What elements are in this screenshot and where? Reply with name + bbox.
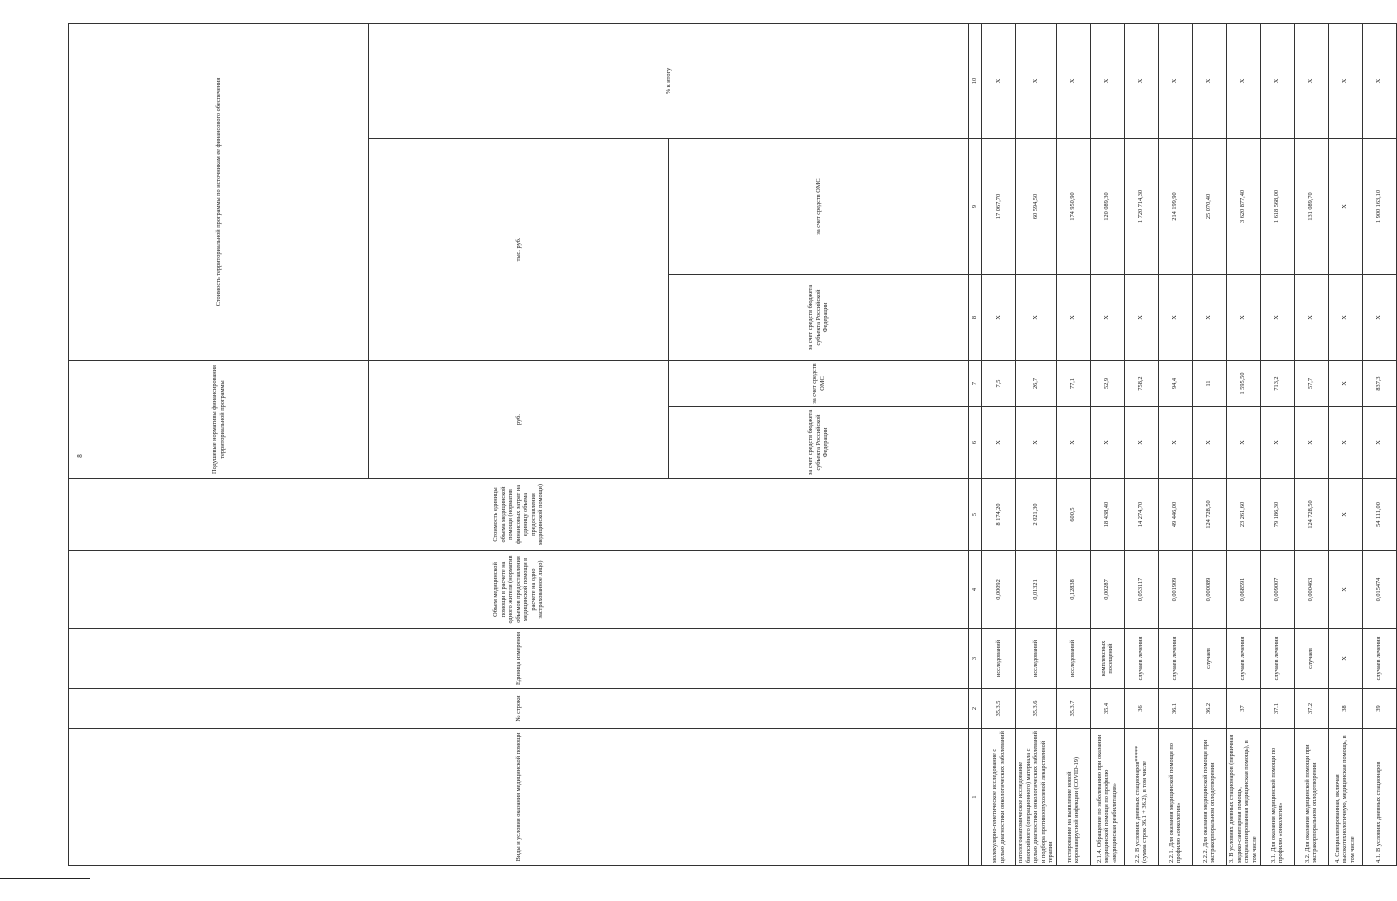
cell-unit: случаев	[1294, 629, 1328, 689]
cell-cost: 14 274,70	[1124, 479, 1158, 551]
header-cost-oms: за счет средств ОМС	[669, 139, 969, 275]
cell-unit: случаев лечения	[1124, 629, 1158, 689]
cell-norm-budget: X	[1328, 407, 1362, 479]
cell-unit: случаев лечения	[1226, 629, 1260, 689]
cell-norm-budget: X	[1260, 407, 1294, 479]
cell-unit: комплексных посещений	[1090, 629, 1124, 689]
cell-name: патологоанатомическое исследование биопсийного (операционного) материала с целью диагностики онкологических заболеваний и подбора противоопухолевой лекарственной терапии	[1016, 729, 1057, 866]
cell-cost-budget: X	[982, 275, 1016, 361]
cell-cost-oms: X	[1328, 139, 1362, 275]
table-row	[1362, 23, 1396, 865]
cell-line: 35.3.7	[1056, 689, 1090, 729]
cell-unit: исследований	[982, 629, 1016, 689]
cell-unit: случаев	[1192, 629, 1226, 689]
cell-cost-budget: X	[1192, 275, 1226, 361]
cell-norm-budget: X	[1158, 407, 1192, 479]
cell-norm-budget: X	[1192, 407, 1226, 479]
cell-name: тестирование на выявление новой коронавирусной инфекции (COVID-19)	[1056, 729, 1090, 866]
cell-norm-oms: 1 595,50	[1226, 361, 1260, 407]
table-row	[1056, 23, 1090, 865]
cell-norm-oms: 52,9	[1090, 361, 1124, 407]
cell-norm-oms: 837,3	[1362, 361, 1396, 407]
cell-percent: X	[1158, 23, 1192, 138]
cell-percent: X	[982, 23, 1016, 138]
cell-name: молекулярно-генетическое исследование с целью диагностики онкологических заболеваний	[982, 729, 1016, 866]
header-per-capita-norms: Подушевые нормативы финансирования территориальной программы	[69, 361, 369, 479]
cell-unit: случаев лечения	[1260, 629, 1294, 689]
cell-volume: 0,001909	[1158, 551, 1192, 629]
cell-unit: случаев лечения	[1158, 629, 1192, 689]
cell-cost: 49 446,00	[1158, 479, 1192, 551]
cell-cost: 79 186,30	[1260, 479, 1294, 551]
cell-cost-oms: 1 720 714,30	[1124, 139, 1158, 275]
cell-norm-budget: X	[1090, 407, 1124, 479]
cell-cost-budget: X	[1328, 275, 1362, 361]
column-number: 6	[969, 407, 982, 479]
cell-cost-oms: 17 067,70	[982, 139, 1016, 275]
table-row	[982, 23, 1016, 865]
cell-norm-oms: 11	[1192, 361, 1226, 407]
column-number: 10	[969, 23, 982, 138]
header-unit: Единица измерения	[69, 629, 969, 689]
cell-unit: исследований	[1056, 629, 1090, 689]
column-number: 9	[969, 139, 982, 275]
header-volume: Объем медицинской помощи в расчете на одного жителя (норматив объемов предоставления медицинской помощи в расчете на одно застрахованное лицо)	[69, 551, 969, 629]
cell-volume: 0,009007	[1260, 551, 1294, 629]
cell-line: 37.1	[1260, 689, 1294, 729]
cell-cost: X	[1328, 479, 1362, 551]
cell-norm-budget: X	[1362, 407, 1396, 479]
cell-norm-budget: X	[1226, 407, 1260, 479]
cell-line: 35.3.5	[982, 689, 1016, 729]
cell-cost-budget: X	[1090, 275, 1124, 361]
cell-norm-oms: 7,5	[982, 361, 1016, 407]
cell-cost-oms: 214 199,90	[1158, 139, 1192, 275]
cell-name: 2.2.2. Для оказания медицинской помощи при экстракорпоральном оплодотворении	[1192, 729, 1226, 866]
cell-line: 35.3.6	[1016, 689, 1057, 729]
cell-percent: X	[1192, 23, 1226, 138]
table-row	[1090, 23, 1124, 865]
cell-percent: X	[1328, 23, 1362, 138]
cell-percent: X	[1260, 23, 1294, 138]
cell-cost-budget: X	[1124, 275, 1158, 361]
column-number: 7	[969, 361, 982, 407]
cell-percent: X	[1056, 23, 1090, 138]
cell-cost: 124 728,50	[1294, 479, 1328, 551]
cell-cost: 124 728,50	[1192, 479, 1226, 551]
table-row	[1192, 23, 1226, 865]
header-unit-cost: Стоимость единицы объема медицинской помощи (норматив финансовых затрат на единицу объема предоставления медицинской помощи)	[69, 479, 969, 551]
cell-name: 4. Специализированная, включая высокотехнологичную, медицинская помощь, в том числе	[1328, 729, 1362, 866]
cell-cost-oms: 174 950,90	[1056, 139, 1090, 275]
cell-line: 38	[1328, 689, 1362, 729]
cell-volume: 0,068591	[1226, 551, 1260, 629]
cell-volume: 0,000089	[1192, 551, 1226, 629]
table-body	[982, 23, 1397, 865]
header-row-1	[69, 23, 369, 865]
table-row	[1158, 23, 1192, 865]
cell-norm-oms: 94,4	[1158, 361, 1192, 407]
cell-unit: X	[1328, 629, 1362, 689]
cell-unit: случаев лечения	[1362, 629, 1396, 689]
cell-line: 36	[1124, 689, 1158, 729]
header-cost-budget: за счет средств бюджета субъекта Российской Федерации	[669, 275, 969, 361]
cell-name: 2.2. В условиях дневных стационаров***** (сумма строк 36.1 + 36.2), в том числе	[1124, 729, 1158, 866]
cell-cost: 18 438,40	[1090, 479, 1124, 551]
column-number: 5	[969, 479, 982, 551]
header-percent: % к итогу	[369, 23, 969, 138]
cell-name: 3.2. Для оказания медицинской помощи при экстракорпоральном оплодотворении	[1294, 729, 1328, 866]
cell-cost-oms: 1 618 568,00	[1260, 139, 1294, 275]
cell-volume: 0,01321	[1016, 551, 1057, 629]
column-number: 3	[969, 629, 982, 689]
cell-norm-budget: X	[1124, 407, 1158, 479]
cell-name: 2.2.1. Для оказания медицинской помощи по профилю «онкология»	[1158, 729, 1192, 866]
cell-norm-budget: X	[982, 407, 1016, 479]
cell-unit: исследований	[1016, 629, 1057, 689]
cell-volume: 0,00092	[982, 551, 1016, 629]
cell-cost-budget: X	[1158, 275, 1192, 361]
cell-name: 4.1. В условиях дневных стационаров	[1362, 729, 1396, 866]
rotated-table-sheet	[68, 24, 1383, 866]
scan-edge-line	[0, 878, 90, 879]
cell-name: 2.1.4. Обращение по заболеванию при оказании медицинской помощи по профилю «медицинская реабилитация»	[1090, 729, 1124, 866]
cell-norm-oms: 77,1	[1056, 361, 1090, 407]
cell-cost: 54 111,00	[1362, 479, 1396, 551]
cell-volume: 0,053117	[1124, 551, 1158, 629]
cell-cost: 8 174,20	[982, 479, 1016, 551]
cell-cost-budget: X	[1016, 275, 1057, 361]
column-number: 2	[969, 689, 982, 729]
cell-norm-oms: X	[1328, 361, 1362, 407]
cell-cost-budget: X	[1226, 275, 1260, 361]
cell-percent: X	[1226, 23, 1260, 138]
cell-norm-oms: 26,7	[1016, 361, 1057, 407]
cell-percent: X	[1016, 23, 1057, 138]
cell-cost: 600,5	[1056, 479, 1090, 551]
table-row	[1124, 23, 1158, 865]
cell-cost-oms: 25 070,40	[1192, 139, 1226, 275]
cell-norm-budget: X	[1016, 407, 1057, 479]
cell-norm-oms: 713,2	[1260, 361, 1294, 407]
cell-cost-oms: 60 594,50	[1016, 139, 1057, 275]
table-row	[1016, 23, 1057, 865]
cell-percent: X	[1294, 23, 1328, 138]
cell-cost-oms: 1 900 163,10	[1362, 139, 1396, 275]
cell-cost-oms: 3 620 877,40	[1226, 139, 1260, 275]
header-line-number: № строки	[69, 689, 969, 729]
column-number: 4	[969, 551, 982, 629]
column-number: 1	[969, 729, 982, 866]
cell-cost: 2 021,30	[1016, 479, 1057, 551]
header-care-types: Виды и условия оказания медицинской помощи	[69, 729, 969, 866]
header-program-cost: Стоимость территориальной программы по источникам ее финансового обеспечения	[69, 23, 369, 360]
page-number: 8	[75, 454, 84, 458]
cell-norm-oms: 57,7	[1294, 361, 1328, 407]
cell-volume: 0,00287	[1090, 551, 1124, 629]
cell-percent: X	[1362, 23, 1396, 138]
cell-line: 36.1	[1158, 689, 1192, 729]
table-row	[1328, 23, 1362, 865]
header-norm-budget: за счет средств бюджета субъекта Российской Федерации	[669, 407, 969, 479]
cell-name: 3.1. Для оказания медицинской помощи по профилю «онкология»	[1260, 729, 1294, 866]
cell-norm-oms: 758,2	[1124, 361, 1158, 407]
cell-cost-budget: X	[1260, 275, 1294, 361]
cell-volume: X	[1328, 551, 1362, 629]
table-row	[1260, 23, 1294, 865]
header-norm-oms: за счет средств ОМС	[669, 361, 969, 407]
medical-care-table	[68, 23, 1397, 866]
cell-cost-oms: 120 089,30	[1090, 139, 1124, 275]
cell-name: 3. В условиях дневных стационаров (первичная медико-санитарная помощь, специализированная медицинская помощь), в том числе	[1226, 729, 1260, 866]
cell-percent: X	[1124, 23, 1158, 138]
cell-line: 39	[1362, 689, 1396, 729]
cell-volume: 0,000463	[1294, 551, 1328, 629]
column-numbers-row	[969, 23, 982, 865]
cell-cost-budget: X	[1362, 275, 1396, 361]
cell-percent: X	[1090, 23, 1124, 138]
cell-cost-budget: X	[1294, 275, 1328, 361]
cell-line: 35.4	[1090, 689, 1124, 729]
cell-line: 37	[1226, 689, 1260, 729]
header-thous-rub: тыс. руб.	[369, 139, 669, 361]
table-row	[1226, 23, 1260, 865]
cell-cost: 23 261,60	[1226, 479, 1260, 551]
cell-line: 37.2	[1294, 689, 1328, 729]
cell-norm-budget: X	[1294, 407, 1328, 479]
cell-volume: 0,12838	[1056, 551, 1090, 629]
header-rub: руб.	[369, 361, 669, 479]
cell-cost-oms: 131 089,70	[1294, 139, 1328, 275]
cell-line: 36.2	[1192, 689, 1226, 729]
table-row	[1294, 23, 1328, 865]
cell-volume: 0,015474	[1362, 551, 1396, 629]
cell-norm-budget: X	[1056, 407, 1090, 479]
column-number: 8	[969, 275, 982, 361]
cell-cost-budget: X	[1056, 275, 1090, 361]
